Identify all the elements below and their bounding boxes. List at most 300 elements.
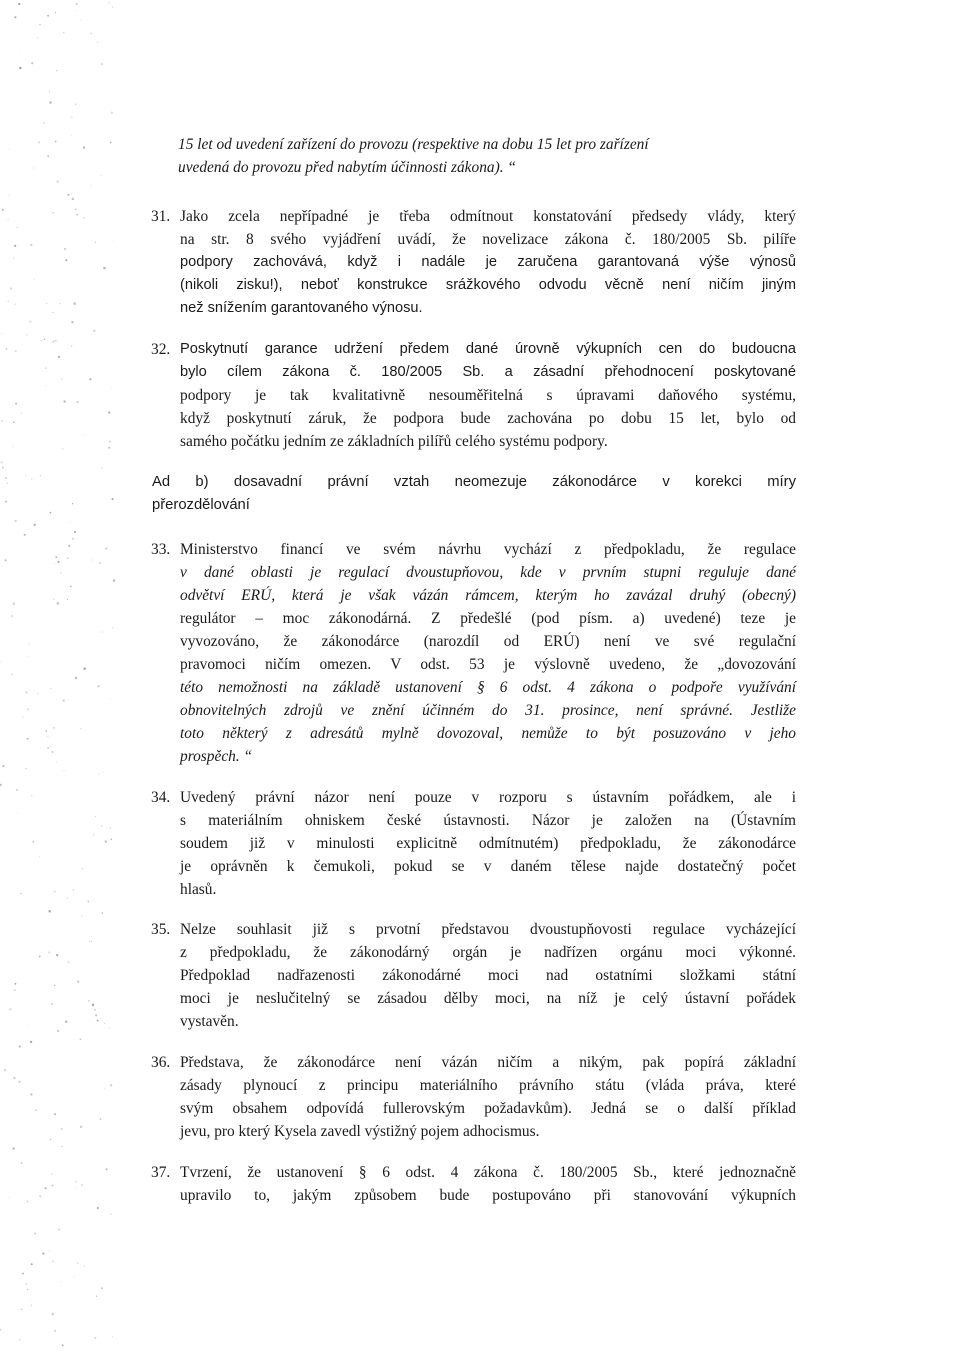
noise-speck (75, 103, 77, 105)
noise-speck (39, 24, 40, 25)
noise-speck (68, 545, 70, 547)
noise-speck (112, 627, 113, 628)
noise-speck (8, 148, 9, 149)
noise-speck (55, 12, 56, 13)
noise-speck (47, 747, 49, 749)
noise-speck (109, 441, 111, 443)
noise-speck (76, 3, 77, 4)
noise-speck (83, 667, 86, 670)
noise-speck (76, 3, 78, 5)
noise-speck (110, 838, 112, 840)
noise-speck (37, 693, 38, 694)
noise-speck (84, 668, 85, 669)
paragraph-line: Představa, že zákonodárce není vázán ničím a nikým, pak popírá základní (180, 1054, 796, 1071)
noise-speck (61, 1128, 63, 1130)
noise-speck (109, 2, 110, 3)
noise-speck (38, 37, 39, 38)
noise-speck (74, 531, 76, 533)
noise-speck (81, 728, 82, 729)
noise-speck (15, 303, 17, 305)
noise-speck (58, 356, 60, 358)
noise-speck (111, 1214, 112, 1215)
noise-speck (45, 1187, 47, 1189)
noise-speck (101, 63, 103, 65)
noise-speck (0, 661, 1, 663)
noise-speck (48, 910, 51, 913)
noise-speck (72, 198, 74, 200)
noise-speck (49, 101, 52, 104)
noise-speck (15, 350, 17, 352)
noise-speck (97, 1020, 99, 1022)
noise-speck (18, 3, 20, 5)
noise-speck (63, 699, 65, 701)
noise-speck (33, 524, 35, 526)
noise-speck (55, 556, 57, 558)
noise-speck (108, 411, 110, 413)
paragraph-line: vyvozováno, že zákonodárce (narozdíl od ERÚ) není ve své regulační (180, 633, 796, 650)
noise-speck (54, 1113, 56, 1115)
noise-speck (19, 1081, 21, 1083)
noise-speck (92, 560, 93, 561)
noise-speck (13, 421, 15, 423)
paragraph-line: podpory je tak kvalitativně nesouměřitelná s úpravami daňového systému, (180, 387, 796, 404)
noise-speck (5, 501, 7, 503)
paragraph-line: Nelze souhlasit již s prvotní představou dvoustupňovosti regulace vycházející (180, 921, 796, 938)
noise-speck (31, 1263, 33, 1265)
noise-speck (14, 245, 16, 247)
noise-speck (13, 1147, 15, 1149)
noise-speck (1, 333, 2, 334)
paragraph-number: 34. (151, 789, 171, 806)
noise-speck (46, 730, 47, 731)
paragraph-35 (180, 918, 796, 1033)
noise-speck (52, 312, 53, 313)
noise-speck (80, 1038, 82, 1040)
noise-speck (52, 212, 54, 214)
noise-speck (34, 279, 35, 280)
noise-speck (4, 1069, 7, 1072)
paragraph-line: regulátor – moc zákonodárná. Z předešlé (pod písm. a) uvedené) teze je (180, 610, 796, 627)
paragraph-32 (180, 338, 796, 453)
paragraph-line: na str. 8 svého vyjádření uvádí, že novelizace zákona č. 180/2005 Sb. pilíře (180, 231, 796, 248)
noise-speck (27, 1289, 28, 1290)
noise-speck (56, 762, 57, 763)
noise-speck (80, 19, 81, 20)
paragraph-37 (180, 1161, 796, 1207)
noise-speck (92, 1004, 94, 1006)
paragraph-line: moci je neslučitelný se zásadou dělby moci, na níž je celý ústavní pořádek (180, 990, 796, 1007)
heading-line: Ad b) dosavadní právní vztah neomezuje zákonodárce v korekci míry (152, 474, 796, 490)
noise-speck (42, 1253, 44, 1255)
paragraph-line: zásady plynoucí z principu materiálního právního státu (vláda práva, které (180, 1077, 796, 1094)
noise-speck (16, 227, 17, 228)
noise-speck (95, 816, 96, 817)
paragraph-line: Ministerstvo financí ve svém návrhu vychází z předpokladu, že regulace (180, 541, 796, 558)
paragraph-line: soudem již v minulosti explicitně odmítnutém) předpokladu, že zákonodárce (180, 835, 796, 852)
noise-speck (81, 1184, 82, 1185)
noise-speck (5, 477, 6, 478)
noise-speck (8, 301, 9, 302)
paragraph-line: svým obsahem odpovídá fullerovským požadavkům). Jedná se o další příklad (180, 1100, 796, 1117)
noise-speck (14, 16, 16, 18)
noise-speck (30, 1041, 32, 1043)
noise-speck (4, 559, 6, 561)
noise-speck (81, 915, 82, 916)
noise-speck (26, 334, 27, 335)
heading-line: přerozdělování (152, 497, 250, 513)
paragraph-line: Tvrzení, že ustanovení § 6 odst. 4 zákona č. 180/2005 Sb., které jednoznačně (180, 1164, 796, 1181)
noise-speck (62, 1344, 64, 1346)
noise-speck (99, 773, 100, 774)
paragraph-line: upravilo to, jakým způsobem bude postupováno při stanovování výkupních (180, 1187, 796, 1204)
noise-speck (39, 1195, 41, 1197)
noise-speck (110, 699, 111, 700)
paragraph-34 (180, 786, 796, 901)
section-heading (152, 471, 796, 517)
noise-speck (24, 534, 26, 536)
noise-speck (49, 91, 50, 92)
paragraph-line: v dané oblasti je regulací dvoustupňovou, kde v prvním stupni reguluje dané (180, 564, 796, 581)
paragraph-line: z předpokladu, že zákonodárný orgán je nadřízen orgánu moci výkonné. (180, 944, 796, 961)
noise-speck (63, 32, 64, 33)
noise-speck (110, 142, 112, 144)
noise-speck (11, 615, 13, 617)
noise-speck (76, 214, 78, 216)
noise-speck (21, 1309, 22, 1310)
noise-speck (93, 330, 96, 333)
noise-speck (34, 1233, 36, 1235)
noise-speck (96, 1296, 98, 1298)
noise-speck (104, 1088, 105, 1089)
noise-speck (21, 1162, 23, 1164)
noise-speck (0, 784, 2, 786)
noise-speck (13, 258, 14, 259)
noise-speck (13, 989, 15, 991)
noise-speck (16, 789, 18, 791)
noise-speck (97, 1207, 99, 1209)
noise-speck (89, 941, 90, 942)
noise-speck (50, 512, 52, 514)
paragraph-line: Uvedený právní názor není pouze v rozporu s ústavním pořádkem, ale i (180, 789, 796, 806)
noise-speck (7, 483, 8, 484)
paragraph-line: bylo cílem zákona č. 180/2005 Sb. a zásadní přehodnocení poskytované (180, 364, 796, 380)
noise-speck (27, 738, 29, 740)
noise-speck (54, 891, 56, 893)
paragraph-36 (180, 1051, 796, 1143)
noise-speck (39, 956, 41, 958)
noise-speck (6, 348, 8, 350)
noise-speck (80, 1126, 83, 1129)
noise-speck (63, 770, 64, 771)
noise-speck (111, 388, 112, 389)
paragraph-line: (nikoli zisku!), neboť konstrukce srážkového odvodu věcně není ničím jiným (180, 277, 796, 293)
noise-speck (55, 563, 56, 564)
noise-speck (8, 219, 9, 220)
noise-speck (52, 341, 54, 343)
noise-speck (112, 241, 113, 242)
noise-speck (28, 1025, 29, 1026)
noise-speck (53, 727, 55, 729)
noise-speck (45, 385, 46, 386)
noise-speck (2, 765, 4, 767)
noise-speck (51, 1173, 53, 1175)
noise-speck (19, 50, 20, 51)
paragraph-31 (180, 205, 796, 320)
noise-speck (0, 461, 2, 463)
noise-speck (112, 7, 113, 8)
paragraph-line: podpory zachovává, když i nadále je zaručena garantovaná výše výnosů (180, 254, 796, 270)
noise-speck (74, 1276, 75, 1277)
noise-speck (94, 1009, 96, 1011)
noise-speck (75, 1187, 76, 1188)
noise-speck (108, 447, 110, 449)
noise-speck (33, 167, 34, 168)
noise-speck (104, 1023, 105, 1024)
noise-speck (75, 677, 77, 679)
noise-speck (17, 813, 18, 814)
noise-speck (103, 267, 105, 269)
noise-speck (73, 302, 76, 305)
noise-speck (67, 599, 68, 600)
noise-speck (29, 321, 31, 323)
noise-speck (58, 1228, 61, 1231)
noise-speck (31, 479, 32, 480)
noise-speck (90, 33, 92, 35)
paragraph-number: 31. (151, 208, 171, 225)
noise-speck (64, 248, 66, 250)
paragraph-line: když poskytnutí záruk, že podpora bude zachována po dobu 15 let, bylo od (180, 410, 796, 427)
noise-speck (95, 1014, 97, 1016)
noise-speck (88, 1000, 90, 1002)
noise-speck (10, 287, 12, 289)
noise-speck (22, 1273, 24, 1275)
noise-speck (97, 685, 99, 687)
noise-speck (71, 135, 72, 136)
noise-speck (31, 62, 33, 64)
noise-speck (101, 1288, 102, 1289)
noise-speck (2, 467, 4, 469)
noise-speck (51, 746, 52, 747)
paragraph-number: 35. (151, 921, 171, 938)
noise-speck (93, 834, 95, 836)
noise-speck (57, 561, 59, 563)
noise-speck (110, 827, 111, 828)
paragraph-line: prospěch. “ (180, 748, 253, 765)
paragraph-line: této nemožnosti na základě ustanovení § 6 odst. 4 zákona o podpoře využívání (180, 679, 796, 696)
noise-speck (56, 954, 58, 956)
paragraph-line: obnovitelných zdrojů ve znění účinném do 31. prosince, není správné. Jestliže (180, 702, 796, 719)
noise-speck (27, 1201, 29, 1203)
noise-speck (2, 209, 4, 211)
noise-speck (75, 10, 76, 11)
noise-speck (9, 195, 10, 196)
noise-speck (67, 558, 68, 559)
noise-speck (95, 242, 96, 243)
noise-speck (56, 181, 58, 183)
noise-speck (51, 751, 53, 753)
paragraph-line: samého počátku jedním ze základních pilířů celého systému podpory. (180, 433, 608, 450)
noise-speck (75, 1181, 76, 1182)
noise-speck (72, 503, 73, 504)
noise-speck (112, 1336, 113, 1337)
noise-speck (71, 193, 72, 194)
noise-speck (61, 378, 62, 379)
noise-speck (49, 1251, 50, 1252)
paragraph-line: odvětví ERÚ, která je však vázán rámcem, kterým ho zavázal druhý (obecný) (180, 587, 796, 604)
noise-speck (60, 1281, 61, 1282)
noise-speck (53, 598, 54, 599)
paragraph-line: vystavěn. (180, 1013, 239, 1030)
noise-speck (54, 985, 55, 986)
noise-speck (61, 1146, 62, 1147)
noise-speck (32, 841, 34, 843)
quote-line: uvedená do provozu před nabytím účinnosti zákona). “ (178, 159, 516, 176)
noise-speck (0, 1329, 1, 1331)
noise-speck (47, 155, 49, 157)
noise-speck (84, 1266, 85, 1267)
noise-speck (73, 889, 74, 890)
noise-speck (82, 868, 83, 869)
noise-speck (87, 901, 89, 903)
noise-speck (100, 1118, 101, 1119)
noise-speck (102, 468, 103, 469)
noise-speck (40, 475, 41, 476)
noise-speck (70, 522, 71, 523)
noise-speck (28, 656, 29, 657)
noise-speck (27, 708, 29, 710)
noise-speck (51, 688, 52, 689)
paragraph-line: s materiálním ohniskem české ústavnosti. Názor je založen na (Ústavním (180, 812, 796, 829)
noise-speck (75, 208, 77, 210)
noise-speck (77, 980, 79, 982)
noise-speck (30, 1093, 32, 1095)
noise-speck (67, 897, 69, 899)
noise-speck (52, 1313, 54, 1315)
noise-speck (65, 259, 67, 261)
noise-speck (22, 716, 23, 717)
noise-speck (31, 1305, 33, 1307)
paragraph-33 (180, 538, 796, 768)
noise-speck (30, 244, 32, 246)
noise-speck (25, 1283, 26, 1284)
noise-speck (50, 1139, 52, 1141)
quote-continuation (178, 133, 798, 179)
noise-speck (12, 674, 14, 676)
noise-speck (47, 15, 49, 17)
noise-speck (55, 141, 57, 143)
noise-speck (13, 602, 16, 605)
noise-speck (14, 520, 16, 522)
noise-speck (8, 1197, 9, 1198)
noise-speck (44, 339, 45, 340)
noise-speck (60, 572, 61, 573)
noise-speck (51, 1003, 52, 1004)
noise-speck (20, 893, 21, 894)
noise-speck (71, 345, 73, 347)
noise-speck (2, 461, 3, 462)
noise-speck (111, 112, 113, 114)
noise-speck (56, 70, 57, 71)
noise-speck (46, 303, 48, 305)
noise-speck (68, 961, 70, 963)
noise-speck (19, 67, 22, 70)
noise-speck (94, 1337, 96, 1339)
noise-speck (77, 1262, 78, 1263)
paragraph-line: pravomoci ničím omezen. V odst. 53 je výslovně uvedeno, že „dovozování (180, 656, 796, 673)
noise-speck (9, 1008, 11, 1010)
noise-speck (83, 434, 84, 435)
noise-speck (38, 141, 40, 143)
noise-speck (102, 631, 103, 632)
noise-speck (110, 1084, 112, 1086)
noise-speck (30, 1299, 31, 1300)
noise-speck (105, 840, 107, 842)
paragraph-number: 33. (151, 541, 171, 558)
noise-speck (71, 117, 73, 119)
noise-speck (71, 321, 73, 323)
paragraph-number: 32. (151, 341, 171, 358)
paragraph-line: Poskytnutí garance udržení předem dané úrovně výkupních cen do budoucna (180, 341, 796, 357)
noise-speck (29, 644, 30, 645)
noise-speck (67, 194, 69, 196)
paragraph-line: je oprávněn k čemukoli, pokud se v daném tělese najde dostatečný počet (180, 858, 796, 875)
noise-speck (19, 1045, 21, 1047)
noise-speck (97, 42, 98, 43)
noise-speck (25, 691, 28, 694)
noise-speck (19, 1339, 21, 1341)
noise-speck (70, 586, 72, 588)
noise-speck (25, 768, 27, 770)
noise-speck (106, 1168, 108, 1170)
paragraph-line: hlasů. (180, 881, 217, 898)
noise-speck (21, 413, 22, 414)
paragraph-line: Předpoklad nadřazenosti zákonodárné moci nad ostatními složkami státní (180, 967, 796, 984)
noise-speck (60, 303, 61, 304)
noise-speck (105, 547, 107, 549)
noise-speck (91, 941, 92, 942)
noise-speck (89, 378, 91, 380)
noise-speck (39, 856, 40, 857)
noise-speck (57, 602, 59, 604)
noise-speck (101, 825, 102, 826)
paragraph-line: než snížením garantovaného výnosu. (180, 300, 423, 316)
noise-speck (83, 146, 85, 148)
noise-speck (33, 1357, 34, 1358)
noise-speck (52, 1185, 54, 1187)
noise-speck (1, 420, 3, 422)
noise-speck (112, 498, 114, 500)
noise-speck (90, 185, 91, 186)
noise-speck (25, 475, 26, 476)
paragraph-number: 37. (151, 1164, 171, 1181)
noise-speck (65, 1020, 67, 1022)
noise-speck (52, 1261, 54, 1263)
noise-speck (41, 340, 42, 341)
noise-speck (102, 912, 103, 913)
noise-speck (43, 122, 45, 124)
noise-speck (84, 217, 85, 218)
noise-speck (47, 736, 48, 737)
noise-speck (45, 367, 47, 369)
noise-speck (35, 1109, 37, 1111)
noise-speck (31, 795, 32, 796)
noise-speck (13, 1077, 15, 1079)
noise-speck (14, 983, 16, 985)
paragraph-number: 36. (151, 1054, 171, 1071)
quote-line: 15 let od uvedení zařízení do provozu (respektive na dobu 15 let pro zařízení (178, 136, 649, 153)
noise-speck (101, 175, 102, 176)
noise-speck (55, 340, 57, 342)
